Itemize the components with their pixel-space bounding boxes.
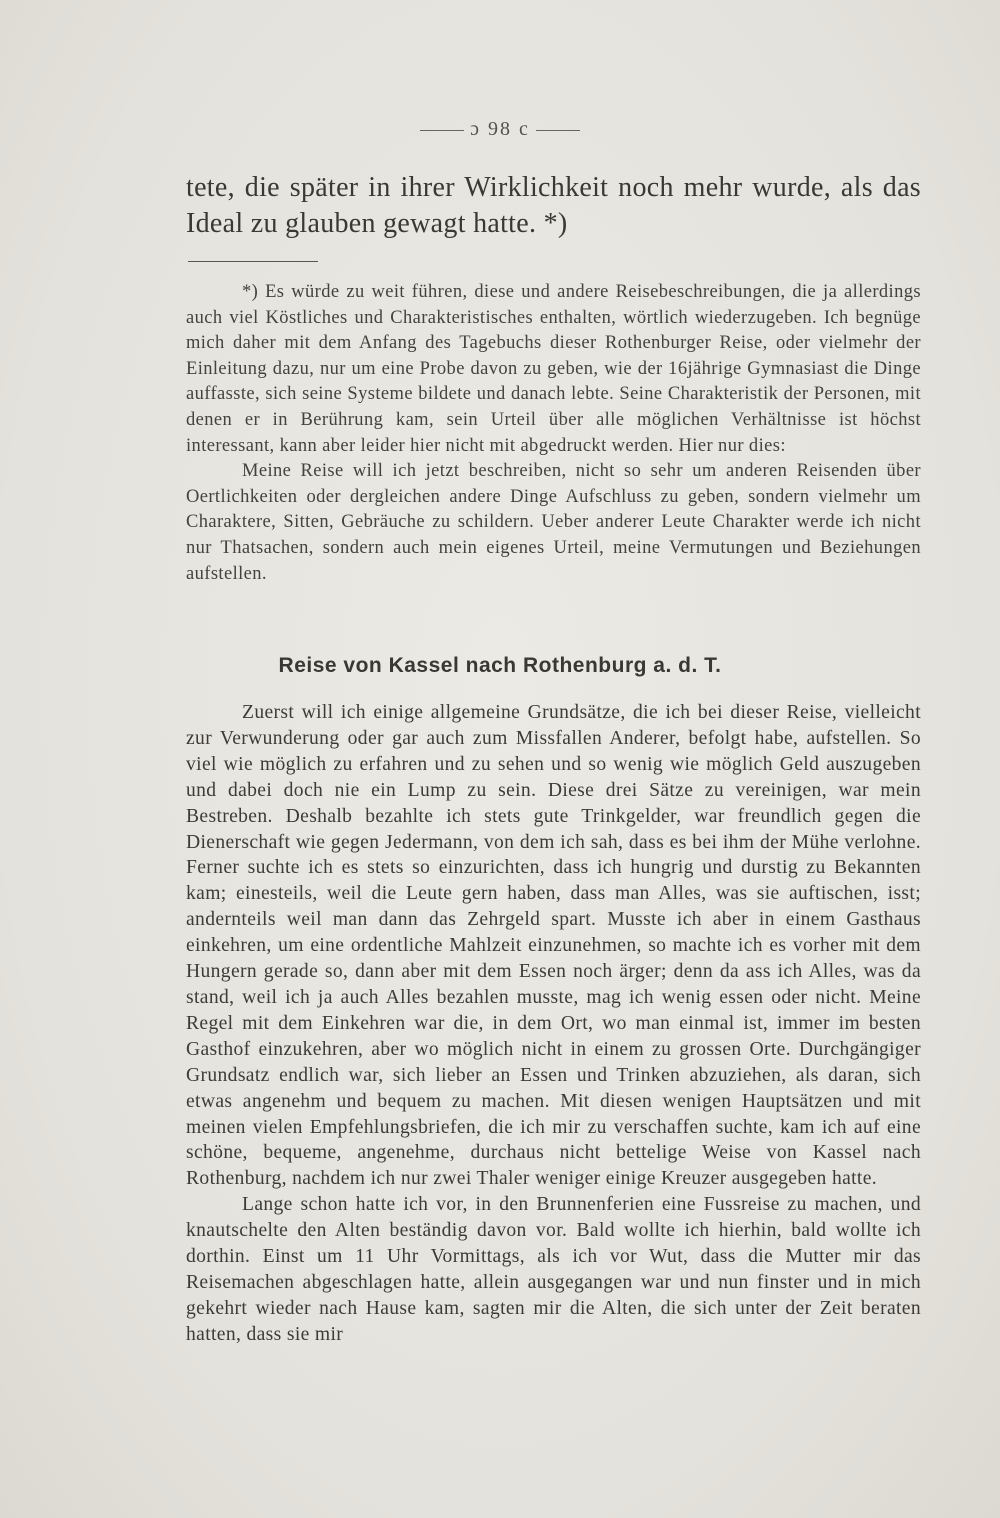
section-heading: Reise von Kassel nach Rothenburg a. d. T.	[278, 654, 722, 677]
page-number-right-mark: c	[519, 118, 530, 140]
page-number-header	[0, 118, 1000, 141]
footnote	[186, 280, 921, 587]
section-body	[186, 700, 921, 1348]
footnote-paragraph-1: *) Es würde zu weit führen, diese und andere Reisebeschreibungen, die ja allerdings auch viel Köstliches und Charakteristisches enthalten, wörtlich wiederzugeben. Ich begnüge mich daher mit dem Anfang des Tagebuchs dieser Rothenburger Reise, oder vielmehr der Einleitung dazu, nur um eine Probe davon zu geben, wie der 16jährige Gymnasiast die Dinge auffasste, sich seine Systeme bildete und danach lebte. Seine Charakteristik der Personen, mit denen er in Berührung kam, sein Urteil über alle möglichen Verhältnisse ist höchst interessant, kann aber leider hier nicht mit abgedruckt werden. Hier nur dies:	[186, 282, 921, 456]
footnote-separator	[188, 261, 318, 262]
page-number-left-mark: ɔ	[470, 118, 481, 140]
footnote-paragraph-2: Meine Reise will ich jetzt beschreiben, nicht so sehr um anderen Reisenden über Oertlichkeiten oder dergleichen andere Dinge Aufschluss zu geben, sondern vielmehr um Charaktere, Sitten, Gebräuche zu schildern. Ueber anderer Leute Charakter werde ich nicht nur Thatsachen, sondern auch mein eigenes Urteil, meine Vermutungen und Beziehungen aufstellen.	[186, 461, 921, 584]
body-paragraph-1: Zuerst will ich einige allgemeine Grundsätze, die ich bei dieser Reise, vielleicht zur Verwunderung oder gar auch zum Missfallen Anderer, befolgt habe, aufstellen. So viel wie möglich zu erfahren und zu sehen und so wenig wie möglich Geld auszugeben und dabei doch nie ein Lump zu sein. Diese drei Sätze zu vereinigen, war mein Bestreben. Deshalb bezahlte ich stets gute Trinkgelder, war freundlich gegen die Dienerschaft wie gegen Jedermann, von dem ich sah, dass es bei ihm der Mühe verlohne. Ferner suchte ich es stets so einzurichten, dass ich hungrig und durstig zu Bekannten kam; einesteils, weil die Leute gern haben, dass man Alles, was sie auftischen, isst; andernteils weil man dann das Zehrgeld spart. Musste ich aber in einem Gasthaus einkehren, um eine ordentliche Mahlzeit einzunehmen, so machte ich es vorher mit dem Hungern gerade so, dann aber mit dem Essen noch ärger; denn da ass ich Alles, was da stand, weil ich ja auch Alles bezahlen musste, mag ich wenig essen oder nicht. Meine Regel mit dem Einkehren war die, in dem Ort, wo man einmal ist, immer im besten Gasthof einzukehren, aber wo möglich nicht in einem zu grossen Orte. Durchgängiger Grundsatz endlich war, sich lieber an Essen und Trinken abzuziehen, als daran, sich etwas angenehm und bequem zu machen. Mit diesen wenigen Hauptsätzen und mit meinen vielen Empfehlungsbriefen, die ich mir zu verschaffen suchte, kam ich auf eine schöne, bequeme, angenehme, durchaus nicht bettelige Weise von Kassel nach Rothenburg, nachdem ich nur zwei Thaler weniger einige Kreuzer ausgegeben hatte.	[186, 702, 921, 1190]
page-number-left-rule	[420, 130, 464, 131]
page-number: 98	[488, 118, 512, 140]
body-paragraph-2: Lange schon hatte ich vor, in den Brunnenferien eine Fussreise zu machen, und knautschelte den Alten beständig davon vor. Bald wollte ich hierhin, bald wollte ich dorthin. Einst um 11 Uhr Vormittags, als ich vor Wut, dass die Mutter mir das Reisemachen abgeschlagen hatte, allein ausgegangen war und nun finster und in mich gekehrt wieder nach Hause kam, sagten mir die Alten, die sich unter der Zeit beraten hatten, dass sie mir	[186, 1194, 921, 1345]
page-number-right-rule	[536, 130, 580, 131]
lead-paragraph: tete, die später in ihrer Wirklichkeit noch mehr wurde, als das Ideal zu glauben gewagt hatte. *)	[186, 172, 921, 239]
